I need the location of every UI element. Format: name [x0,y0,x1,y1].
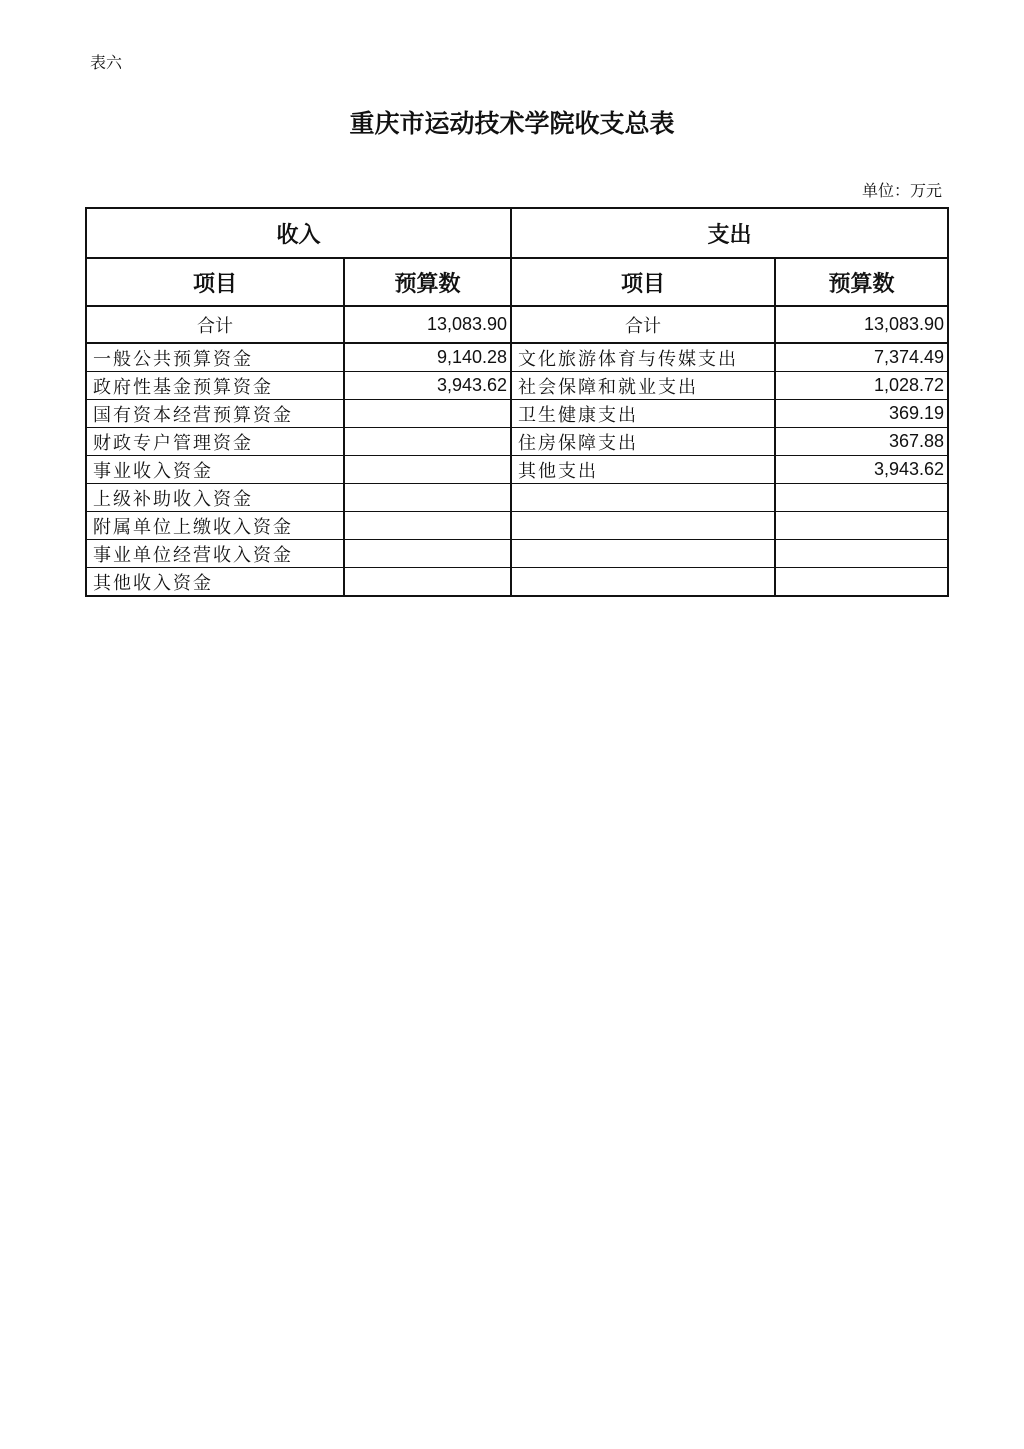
income-budget-header: 预算数 [344,258,511,306]
income-value-cell [344,568,511,597]
expense-item-cell [511,568,775,597]
income-value-cell [344,400,511,428]
page-title: 重庆市运动技术学院收支总表 [349,109,675,138]
budget-table [85,207,949,597]
expense-total-label: 合计 [511,306,775,343]
expense-value-cell: 1,028.72 [775,372,948,400]
income-item-cell: 国有资本经营预算资金 [86,400,344,428]
income-item-cell: 事业单位经营收入资金 [86,540,344,568]
table-row [86,512,948,540]
expense-value-cell: 7,374.49 [775,343,948,372]
income-value-cell: 3,943.62 [344,372,511,400]
table-row [86,568,948,597]
income-item-cell: 事业收入资金 [86,456,344,484]
income-item-cell: 上级补助收入资金 [86,484,344,512]
income-item-cell: 财政专户管理资金 [86,428,344,456]
table-row [86,484,948,512]
expense-section-header: 支出 [511,208,948,258]
income-value-cell [344,540,511,568]
unit-note: 单位：万元 [861,181,942,200]
table-row [86,372,948,400]
income-item-cell: 附属单位上缴收入资金 [86,512,344,540]
expense-value-cell: 367.88 [775,428,948,456]
table-row [86,540,948,568]
income-item-cell: 其他收入资金 [86,568,344,597]
expense-item-cell: 住房保障支出 [511,428,775,456]
income-total-label: 合计 [86,306,344,343]
expense-value-cell [775,484,948,512]
table-label: 表六 [90,53,123,72]
expense-item-cell [511,540,775,568]
expense-item-cell [511,484,775,512]
income-item-cell: 一般公共预算资金 [86,343,344,372]
expense-value-cell [775,512,948,540]
table-row [86,343,948,372]
income-value-cell [344,428,511,456]
income-value-cell [344,456,511,484]
expense-total-value: 13,083.90 [775,306,948,343]
expense-item-cell: 社会保障和就业支出 [511,372,775,400]
total-row [86,306,948,343]
expense-value-cell: 3,943.62 [775,456,948,484]
income-section-header: 收入 [86,208,511,258]
expense-item-cell: 文化旅游体育与传媒支出 [511,343,775,372]
expense-budget-header: 预算数 [775,258,948,306]
expense-item-cell [511,512,775,540]
income-value-cell: 9,140.28 [344,343,511,372]
income-total-value: 13,083.90 [344,306,511,343]
expense-item-header: 项目 [511,258,775,306]
table-row [86,428,948,456]
expense-value-cell: 369.19 [775,400,948,428]
income-item-header: 项目 [86,258,344,306]
table-row [86,400,948,428]
expense-item-cell: 卫生健康支出 [511,400,775,428]
income-value-cell [344,484,511,512]
expense-value-cell [775,540,948,568]
expense-value-cell [775,568,948,597]
income-value-cell [344,512,511,540]
table-row [86,456,948,484]
income-item-cell: 政府性基金预算资金 [86,372,344,400]
expense-item-cell: 其他支出 [511,456,775,484]
